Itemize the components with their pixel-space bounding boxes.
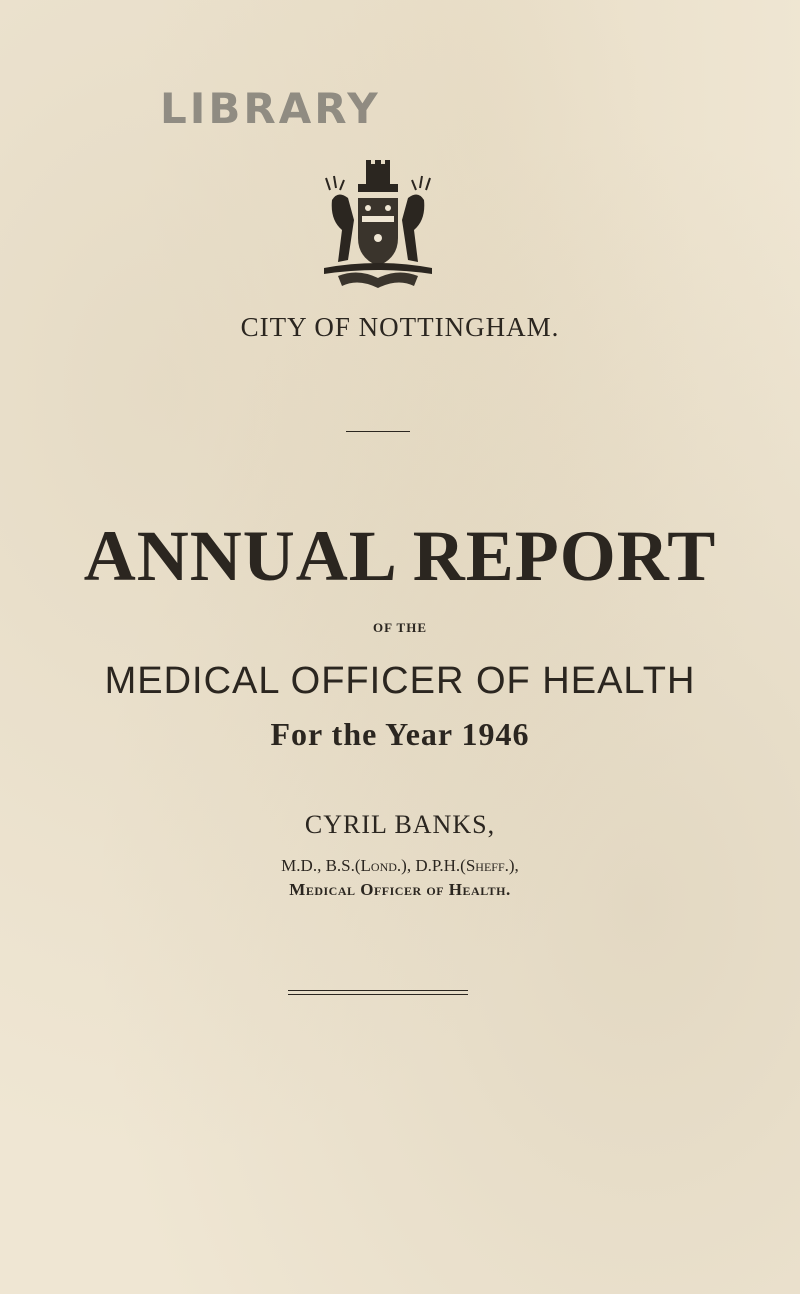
report-year: For the Year 1946 [270, 716, 530, 752]
nottingham-coat-of-arms-icon [318, 160, 438, 295]
divider-double-bottom [288, 994, 468, 995]
author-qualifications: M.D., B.S.(Lond.), D.P.H.(Sheff.), [281, 856, 519, 875]
divider-short [346, 431, 410, 432]
author-name: CYRIL BANKS, [304, 810, 496, 839]
divider-double-top [288, 990, 468, 991]
of-the-label: OF THE [372, 620, 428, 635]
library-stamp: LIBRARY [160, 84, 381, 133]
city-heading: CITY OF NOTTINGHAM. [240, 312, 560, 342]
report-title: ANNUAL REPORT [83, 516, 717, 596]
report-subject: MEDICAL OFFICER OF HEALTH [104, 660, 696, 702]
author-role: Medical Officer of Health. [289, 880, 511, 899]
